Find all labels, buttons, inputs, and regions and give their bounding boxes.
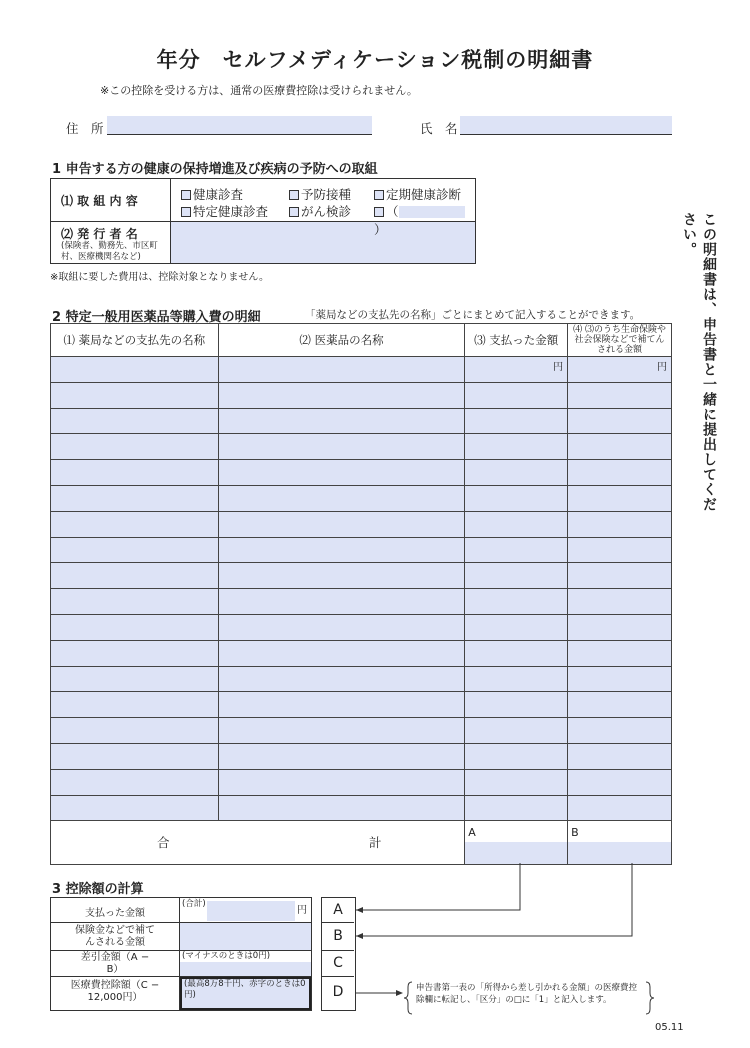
calc-paid-field[interactable]: [207, 901, 295, 921]
calc-note-max: (最高8万8千円、赤字のときは0円): [184, 979, 306, 1000]
issuer-label: ⑵ 発 行 者 名: [61, 227, 138, 241]
calc-note-total: (合計): [182, 899, 206, 909]
transfer-instruction: 申告書第一表の「所得から差し引かれる金額」の医療費控除欄に転記し、「区分」の□に「1」と記入します。: [416, 983, 638, 1005]
calc-yen: 円: [297, 905, 307, 916]
yen-unit: 円: [553, 362, 564, 373]
section2-heading: 2 特定一般用医薬品等購入費の明細: [52, 310, 261, 325]
calc-table: [50, 897, 312, 1011]
form-code: 05.11: [655, 1022, 684, 1033]
col-reimbursed-header: ⑷ ⑶のうち生命保険や社会保険などで補てんされる金額: [568, 324, 672, 357]
calc-reimbursed-field[interactable]: [180, 923, 311, 950]
checkbox-cancer-screening[interactable]: がん検診: [289, 202, 351, 220]
letter-d: D: [332, 984, 344, 1000]
issuer-sublabel: (保険者、勤務先、市区町村、医療機関名など): [61, 241, 158, 262]
checkbox-specific-checkup[interactable]: 特定健康診査: [181, 202, 268, 220]
notice: ※この控除を受ける方は、通常の医療費控除は受けられません。: [100, 84, 418, 97]
letter-boxes: [321, 897, 356, 1011]
total-label-right: 計: [369, 835, 382, 851]
calc-label-paid: 支払った金額: [85, 908, 145, 919]
yen-unit: 円: [657, 362, 667, 373]
calc-label-reimbursed: 保険金などで補てんされる金額: [75, 925, 155, 948]
calc-deduction-field[interactable]: [180, 977, 311, 1010]
section2-note: 「薬局などの支払先の名称」ごとにまとめて記入することができます。: [305, 309, 641, 321]
letter-c: C: [333, 955, 343, 971]
side-note: この明細書は、申告書と一緒に提出してください。: [681, 212, 717, 512]
checkbox-other[interactable]: （）: [374, 202, 475, 238]
col-pharmacy-header: ⑴ 薬局などの支払先の名称: [51, 324, 219, 357]
calc-label-difference: 差引金額（A − B）: [80, 952, 150, 975]
section1-footnote: ※取組に要した費用は、控除対象となりません。: [50, 272, 269, 283]
total-label-left: 合: [157, 835, 170, 851]
checkbox-vaccination[interactable]: 予防接種: [289, 185, 351, 203]
checkbox-health-check[interactable]: 健康診査: [181, 185, 243, 203]
calc-note-minus: (マイナスのときは0円): [182, 951, 271, 961]
box-b-label: B: [571, 826, 579, 840]
letter-b: B: [333, 928, 343, 944]
col-medicine-header: ⑵ 医薬品の名称: [218, 324, 465, 357]
name-label: 氏 名: [420, 121, 458, 136]
calc-label-deduction: 医療費控除額（C − 12,000円）: [70, 980, 160, 1003]
checkbox-regular-checkup[interactable]: 定期健康診断: [374, 185, 461, 203]
letter-a: A: [333, 902, 343, 918]
box-a-label: A: [468, 826, 476, 840]
section1-heading: 1 申告する方の健康の保持増進及び疾病の予防への取組: [52, 162, 378, 177]
activity-label: ⑴ 取 組 内 容: [61, 194, 138, 208]
address-label: 住 所: [66, 121, 104, 136]
section3-heading: 3 控除額の計算: [52, 882, 144, 897]
calc-difference-field[interactable]: [180, 962, 311, 976]
col-paid-header: ⑶ 支払った金額: [465, 324, 568, 357]
page-title: 年分 セルフメディケーション税制の明細書: [156, 48, 594, 72]
